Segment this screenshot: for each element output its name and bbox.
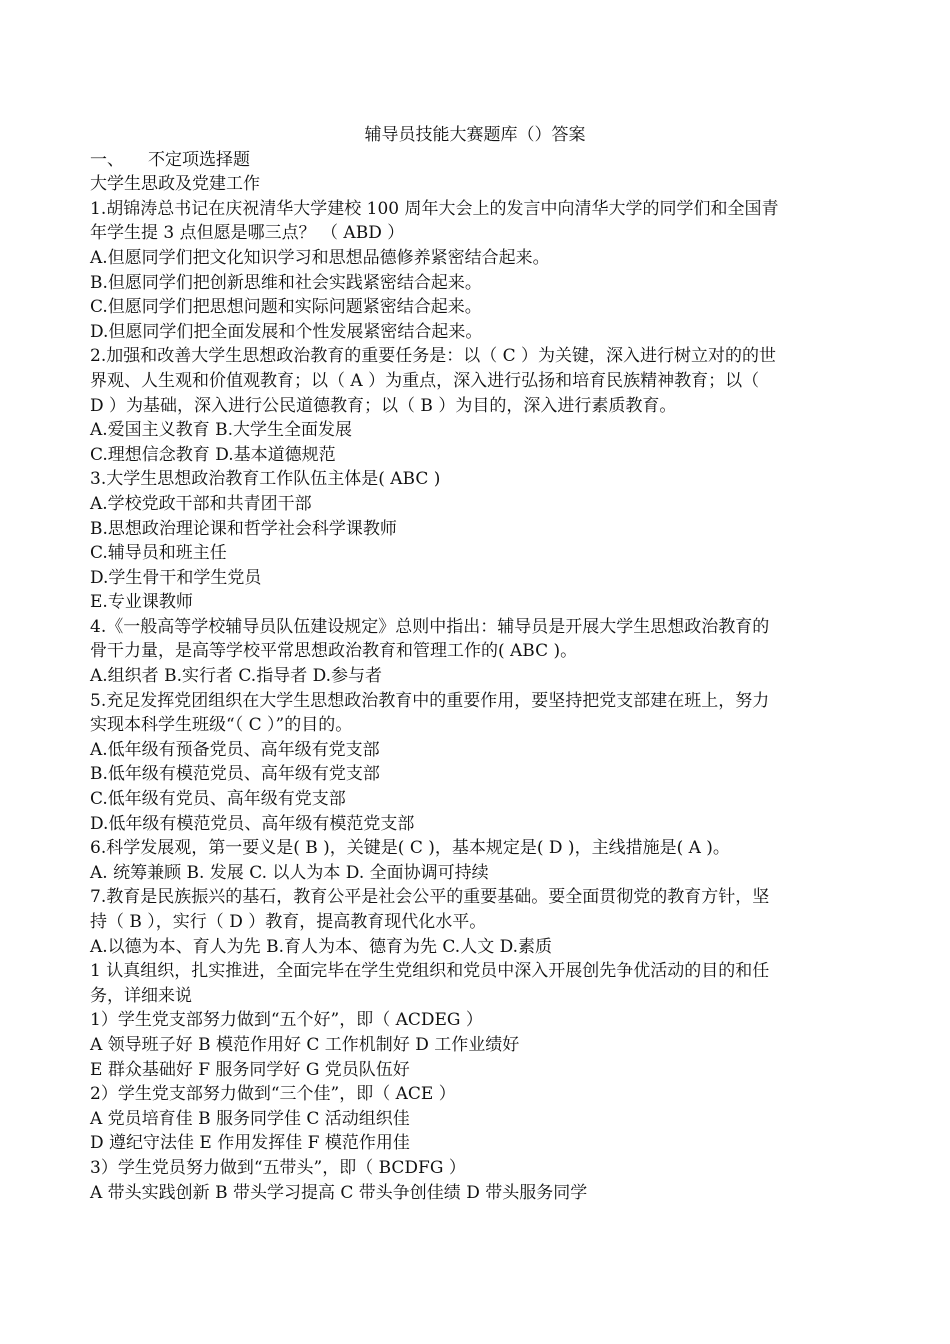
text-line: 实现本科学生班级“（ C ）”的目的。 bbox=[90, 715, 353, 736]
text-line: A.学校党政干部和共青团干部 bbox=[90, 493, 312, 514]
section-number: 一、 bbox=[90, 149, 124, 170]
text-line: A.组织者 B.实行者 C.指导者 D.参与者 bbox=[90, 666, 383, 687]
text-line: 3）学生党员努力做到“五带头”，即（ BCDFG ） bbox=[90, 1157, 466, 1178]
text-line: A.但愿同学们把文化知识学习和思想品德修养紧密结合起来。 bbox=[90, 247, 550, 268]
text-line: 务，详细来说 bbox=[90, 985, 192, 1006]
text-line: 2.加强和改善大学生思想政治教育的重要任务是：以（ C ）为关键，深入进行树立对的的世 bbox=[90, 346, 777, 367]
text-line: E.专业课教师 bbox=[90, 592, 193, 613]
text-line: 4.《一般高等学校辅导员队伍建设规定》总则中指出：辅导员是开展大学生思想政治教育的 bbox=[90, 616, 770, 637]
text-line: 2）学生党支部努力做到“三个佳”，即（ ACE ） bbox=[90, 1084, 456, 1105]
text-line: A.爱国主义教育 B.大学生全面发展 bbox=[90, 420, 352, 441]
document-body bbox=[90, 123, 860, 1205]
text-line: D.学生骨干和学生党员 bbox=[90, 567, 262, 588]
text-line: A. 统筹兼顾 B. 发展 C. 以人为本 D. 全面协调可持续 bbox=[90, 862, 489, 883]
section-heading bbox=[90, 148, 860, 173]
text-line: 年学生提 3 点但愿是哪三点？ （ ABD ） bbox=[90, 223, 405, 244]
text-line: B.思想政治理论课和哲学社会科学课教师 bbox=[90, 518, 397, 539]
text-line: 1.胡锦涛总书记在庆祝清华大学建校 100 周年大会上的发言中向清华大学的同学们和全国青 bbox=[90, 198, 779, 219]
section-title: 不定项选择题 bbox=[148, 149, 250, 170]
text-line: C.辅导员和班主任 bbox=[90, 543, 227, 564]
text-line: 3.大学生思想政治教育工作队伍主体是( ABC ) bbox=[90, 469, 441, 490]
text-line: C.理想信念教育 D.基本道德规范 bbox=[90, 444, 336, 465]
text-line: D.但愿同学们把全面发展和个性发展紧密结合起来。 bbox=[90, 321, 483, 342]
text-line: 1 认真组织，扎实推进，全面完毕在学生党组织和党员中深入开展创先争优活动的目的和任 bbox=[90, 961, 770, 982]
text-line: 界观、人生观和价值观教育；以（ A ）为重点，深入进行弘扬和培育民族精神教育；以（ bbox=[90, 370, 760, 391]
document-title: 辅导员技能大赛题库（）答案 bbox=[364, 125, 586, 145]
text-line: 骨干力量，是高等学校平常思想政治教育和管理工作的( ABC )。 bbox=[90, 641, 578, 662]
text-line: A.以德为本、育人为先 B.育人为本、德育为先 C.人文 D.素质 bbox=[90, 936, 553, 957]
text-line: A 领导班子好 B 模范作用好 C 工作机制好 D 工作业绩好 bbox=[90, 1034, 520, 1055]
text-line: D 遵纪守法佳 E 作用发挥佳 F 模范作用佳 bbox=[90, 1133, 410, 1154]
text-line: C.低年级有党员、高年级有党支部 bbox=[90, 789, 346, 810]
text-line: 5.充足发挥党团组织在大学生思想政治教育中的重要作用，要坚持把党支部建在班上，努力 bbox=[90, 690, 770, 711]
question-lines bbox=[90, 197, 860, 1205]
text-line: A.低年级有预备党员、高年级有党支部 bbox=[90, 739, 380, 760]
text-line: 6.科学发展观，第一要义是( B )，关键是( C )，基本规定是( D )，主线措施是( A )。 bbox=[90, 838, 730, 859]
text-line: A 党员培育佳 B 服务同学佳 C 活动组织佳 bbox=[90, 1108, 410, 1129]
text-line: 1）学生党支部努力做到“五个好”，即（ ACDEG ） bbox=[90, 1010, 483, 1031]
text-line: E 群众基础好 F 服务同学好 G 党员队伍好 bbox=[90, 1059, 410, 1080]
text-line: C.但愿同学们把思想问题和实际问题紧密结合起来。 bbox=[90, 297, 482, 318]
text-line: B.但愿同学们把创新思维和社会实践紧密结合起来。 bbox=[90, 272, 482, 293]
text-line: D.低年级有模范党员、高年级有模范党支部 bbox=[90, 813, 415, 834]
text-line: A 带头实践创新 B 带头学习提高 C 带头争创佳绩 D 带头服务同学 bbox=[90, 1182, 588, 1203]
text-line: B.低年级有模范党员、高年级有党支部 bbox=[90, 764, 380, 785]
text-line: 持（ B ），实行（ D ）教育，提高教育现代化水平。 bbox=[90, 912, 487, 932]
text-line: D ）为基础，深入进行公民道德教育；以（ B ）为目的，深入进行素质教育。 bbox=[90, 395, 677, 416]
subsection-heading: 大学生思政及党建工作 bbox=[90, 174, 260, 195]
text-line: 7.教育是民族振兴的基石，教育公平是社会公平的重要基础。要全面贯彻党的教育方针，坚 bbox=[90, 887, 770, 908]
